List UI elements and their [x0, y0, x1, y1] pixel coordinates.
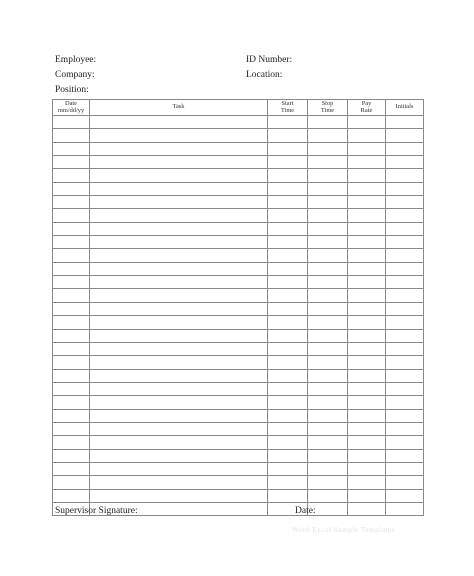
table-row [53, 422, 424, 435]
cell-start-time[interactable] [268, 369, 308, 382]
cell-task[interactable] [90, 396, 268, 409]
table-row [53, 342, 424, 355]
cell-pay-rate[interactable] [348, 142, 386, 155]
cell-initials[interactable] [386, 476, 424, 489]
cell-start-time[interactable] [268, 342, 308, 355]
employee-label: Employee: [55, 55, 97, 65]
cell-pay-rate[interactable] [348, 476, 386, 489]
cell-date[interactable] [53, 422, 90, 435]
cell-date[interactable] [53, 262, 90, 275]
cell-stop-time[interactable] [308, 316, 348, 329]
cell-date[interactable] [53, 182, 90, 195]
cell-pay-rate[interactable] [348, 182, 386, 195]
cell-start-time[interactable] [268, 382, 308, 395]
cell-date[interactable] [53, 396, 90, 409]
cell-initials[interactable] [386, 209, 424, 222]
cell-date[interactable] [53, 116, 90, 129]
cell-pay-rate[interactable] [348, 422, 386, 435]
cell-pay-rate[interactable] [348, 356, 386, 369]
cell-pay-rate[interactable] [348, 502, 386, 515]
table-row [53, 396, 424, 409]
cell-start-time[interactable] [268, 449, 308, 462]
header-line: Task [172, 103, 185, 111]
cell-start-time[interactable] [268, 476, 308, 489]
header-line: Date [64, 99, 78, 107]
table-header-row [53, 100, 424, 116]
cell-task[interactable] [90, 422, 268, 435]
task-log-table [52, 99, 424, 516]
cell-initials[interactable] [386, 342, 424, 355]
cell-task[interactable] [90, 249, 268, 262]
cell-initials[interactable] [386, 369, 424, 382]
cell-date[interactable] [53, 236, 90, 249]
cell-pay-rate[interactable] [348, 129, 386, 142]
table-row [53, 329, 424, 342]
table-body [53, 116, 424, 516]
cell-stop-time[interactable] [308, 302, 348, 315]
cell-initials[interactable] [386, 502, 424, 515]
cell-start-time[interactable] [268, 489, 308, 502]
cell-task[interactable] [90, 129, 268, 142]
cell-task[interactable] [90, 116, 268, 129]
cell-stop-time[interactable] [308, 156, 348, 169]
cell-task[interactable] [90, 276, 268, 289]
cell-start-time[interactable] [268, 276, 308, 289]
table-row [53, 142, 424, 155]
cell-date[interactable] [53, 276, 90, 289]
cell-start-time[interactable] [268, 182, 308, 195]
table-row [53, 222, 424, 235]
cell-stop-time[interactable] [308, 369, 348, 382]
cell-initials[interactable] [386, 236, 424, 249]
cell-stop-time[interactable] [308, 249, 348, 262]
header-line: Start [281, 99, 294, 107]
cell-task[interactable] [90, 369, 268, 382]
cell-date[interactable] [53, 302, 90, 315]
cell-date[interactable] [53, 169, 90, 182]
header-line: Rate [360, 106, 373, 114]
cell-stop-time[interactable] [308, 342, 348, 355]
cell-date[interactable] [53, 209, 90, 222]
cell-pay-rate[interactable] [348, 342, 386, 355]
cell-stop-time[interactable] [308, 142, 348, 155]
cell-start-time[interactable] [268, 249, 308, 262]
cell-date[interactable] [53, 436, 90, 449]
cell-stop-time[interactable] [308, 116, 348, 129]
header-line: Time [280, 106, 295, 114]
cell-task[interactable] [90, 409, 268, 422]
cell-task[interactable] [90, 382, 268, 395]
header-line: Stop [321, 99, 334, 107]
column-header-stop-time [308, 100, 348, 116]
table-row [53, 289, 424, 302]
cell-initials[interactable] [386, 249, 424, 262]
cell-stop-time[interactable] [308, 422, 348, 435]
column-header-initials [386, 100, 424, 116]
cell-stop-time[interactable] [308, 449, 348, 462]
cell-initials[interactable] [386, 289, 424, 302]
header-line: Time [320, 106, 335, 114]
cell-pay-rate[interactable] [348, 249, 386, 262]
cell-task[interactable] [90, 142, 268, 155]
cell-start-time[interactable] [268, 142, 308, 155]
cell-initials[interactable] [386, 409, 424, 422]
cell-initials[interactable] [386, 116, 424, 129]
table-row [53, 129, 424, 142]
cell-pay-rate[interactable] [348, 209, 386, 222]
table-row [53, 369, 424, 382]
column-header-date [53, 100, 90, 116]
cell-stop-time[interactable] [308, 396, 348, 409]
cell-date[interactable] [53, 476, 90, 489]
cell-stop-time[interactable] [308, 436, 348, 449]
cell-task[interactable] [90, 262, 268, 275]
cell-task[interactable] [90, 449, 268, 462]
cell-stop-time[interactable] [308, 489, 348, 502]
cell-pay-rate[interactable] [348, 116, 386, 129]
cell-date[interactable] [53, 489, 90, 502]
table-row [53, 169, 424, 182]
table-row [53, 462, 424, 475]
cell-pay-rate[interactable] [348, 276, 386, 289]
table-row [53, 409, 424, 422]
cell-date[interactable] [53, 369, 90, 382]
table-row [53, 276, 424, 289]
cell-stop-time[interactable] [308, 182, 348, 195]
cell-date[interactable] [53, 142, 90, 155]
cell-pay-rate[interactable] [348, 489, 386, 502]
cell-initials[interactable] [386, 356, 424, 369]
id-number-label: ID Number: [246, 55, 293, 65]
cell-date[interactable] [53, 129, 90, 142]
cell-initials[interactable] [386, 262, 424, 275]
cell-stop-time[interactable] [308, 409, 348, 422]
cell-date[interactable] [53, 316, 90, 329]
table-row [53, 356, 424, 369]
cell-stop-time[interactable] [308, 462, 348, 475]
cell-initials[interactable] [386, 396, 424, 409]
table-row [53, 316, 424, 329]
cell-date[interactable] [53, 329, 90, 342]
cell-task[interactable] [90, 476, 268, 489]
table-row [53, 249, 424, 262]
cell-initials[interactable] [386, 156, 424, 169]
column-header-pay-rate [348, 100, 386, 116]
cell-start-time[interactable] [268, 156, 308, 169]
cell-task[interactable] [90, 182, 268, 195]
cell-stop-time[interactable] [308, 129, 348, 142]
cell-task[interactable] [90, 156, 268, 169]
cell-date[interactable] [53, 196, 90, 209]
cell-task[interactable] [90, 489, 268, 502]
cell-initials[interactable] [386, 329, 424, 342]
header-line: Initials [395, 103, 414, 111]
cell-initials[interactable] [386, 489, 424, 502]
cell-start-time[interactable] [268, 462, 308, 475]
cell-initials[interactable] [386, 316, 424, 329]
cell-task[interactable] [90, 316, 268, 329]
cell-task[interactable] [90, 329, 268, 342]
cell-initials[interactable] [386, 422, 424, 435]
table-row [53, 236, 424, 249]
column-header-task [90, 100, 268, 116]
cell-date[interactable] [53, 342, 90, 355]
cell-stop-time[interactable] [308, 356, 348, 369]
cell-stop-time[interactable] [308, 196, 348, 209]
column-header-start-time [268, 100, 308, 116]
cell-start-time[interactable] [268, 356, 308, 369]
cell-stop-time[interactable] [308, 476, 348, 489]
cell-pay-rate[interactable] [348, 369, 386, 382]
cell-start-time[interactable] [268, 329, 308, 342]
cell-stop-time[interactable] [308, 262, 348, 275]
cell-date[interactable] [53, 356, 90, 369]
cell-initials[interactable] [386, 222, 424, 235]
cell-start-time[interactable] [268, 129, 308, 142]
cell-start-time[interactable] [268, 396, 308, 409]
cell-date[interactable] [53, 409, 90, 422]
watermark: Word Excel Sample Templates [292, 525, 396, 534]
cell-pay-rate[interactable] [348, 436, 386, 449]
table-row [53, 302, 424, 315]
cell-stop-time[interactable] [308, 236, 348, 249]
cell-start-time[interactable] [268, 316, 308, 329]
table-row [53, 116, 424, 129]
cell-task[interactable] [90, 169, 268, 182]
cell-start-time[interactable] [268, 169, 308, 182]
cell-task[interactable] [90, 209, 268, 222]
cell-date[interactable] [53, 156, 90, 169]
header-line: Pay [361, 99, 372, 107]
table-row [53, 209, 424, 222]
cell-pay-rate[interactable] [348, 169, 386, 182]
cell-start-time[interactable] [268, 236, 308, 249]
cell-task[interactable] [90, 289, 268, 302]
cell-stop-time[interactable] [308, 222, 348, 235]
cell-stop-time[interactable] [308, 329, 348, 342]
cell-start-time[interactable] [268, 302, 308, 315]
cell-pay-rate[interactable] [348, 409, 386, 422]
cell-task[interactable] [90, 462, 268, 475]
cell-pay-rate[interactable] [348, 262, 386, 275]
supervisor-signature-label: Supervisor Signature: [55, 506, 138, 516]
cell-task[interactable] [90, 436, 268, 449]
table-row [53, 156, 424, 169]
header-line: mm/dd/yy [57, 106, 85, 114]
cell-pay-rate[interactable] [348, 302, 386, 315]
location-label: Location: [246, 70, 283, 80]
cell-start-time[interactable] [268, 262, 308, 275]
cell-date[interactable] [53, 249, 90, 262]
table-row [53, 489, 424, 502]
cell-pay-rate[interactable] [348, 396, 386, 409]
cell-stop-time[interactable] [308, 169, 348, 182]
cell-pay-rate[interactable] [348, 196, 386, 209]
cell-pay-rate[interactable] [348, 462, 386, 475]
cell-start-time[interactable] [268, 436, 308, 449]
cell-pay-rate[interactable] [348, 316, 386, 329]
cell-start-time[interactable] [268, 422, 308, 435]
table-row [53, 182, 424, 195]
cell-initials[interactable] [386, 182, 424, 195]
cell-pay-rate[interactable] [348, 289, 386, 302]
cell-pay-rate[interactable] [348, 222, 386, 235]
cell-start-time[interactable] [268, 209, 308, 222]
cell-date[interactable] [53, 449, 90, 462]
table-row [53, 262, 424, 275]
cell-start-time[interactable] [268, 289, 308, 302]
table-row [53, 196, 424, 209]
table-row [53, 382, 424, 395]
cell-stop-time[interactable] [308, 289, 348, 302]
cell-initials[interactable] [386, 382, 424, 395]
cell-initials[interactable] [386, 276, 424, 289]
table-row [53, 449, 424, 462]
cell-pay-rate[interactable] [348, 382, 386, 395]
position-label: Position: [55, 85, 89, 95]
cell-start-time[interactable] [268, 409, 308, 422]
cell-initials[interactable] [386, 436, 424, 449]
cell-initials[interactable] [386, 449, 424, 462]
cell-task[interactable] [90, 222, 268, 235]
cell-pay-rate[interactable] [348, 156, 386, 169]
cell-task[interactable] [90, 236, 268, 249]
cell-date[interactable] [53, 289, 90, 302]
cell-date[interactable] [53, 462, 90, 475]
cell-start-time[interactable] [268, 222, 308, 235]
cell-initials[interactable] [386, 462, 424, 475]
signature-date-label: Date: [295, 506, 316, 516]
cell-pay-rate[interactable] [348, 329, 386, 342]
cell-pay-rate[interactable] [348, 236, 386, 249]
cell-date[interactable] [53, 382, 90, 395]
table-row [53, 476, 424, 489]
table-row [53, 436, 424, 449]
cell-initials[interactable] [386, 142, 424, 155]
cell-task[interactable] [90, 356, 268, 369]
cell-pay-rate[interactable] [348, 449, 386, 462]
cell-start-time[interactable] [268, 116, 308, 129]
cell-start-time[interactable] [268, 196, 308, 209]
cell-initials[interactable] [386, 129, 424, 142]
cell-initials[interactable] [386, 169, 424, 182]
cell-stop-time[interactable] [308, 276, 348, 289]
cell-date[interactable] [53, 222, 90, 235]
cell-task[interactable] [90, 302, 268, 315]
cell-stop-time[interactable] [308, 209, 348, 222]
cell-stop-time[interactable] [308, 382, 348, 395]
cell-task[interactable] [90, 342, 268, 355]
cell-initials[interactable] [386, 302, 424, 315]
cell-task[interactable] [90, 196, 268, 209]
cell-initials[interactable] [386, 196, 424, 209]
company-label: Company: [55, 70, 95, 80]
